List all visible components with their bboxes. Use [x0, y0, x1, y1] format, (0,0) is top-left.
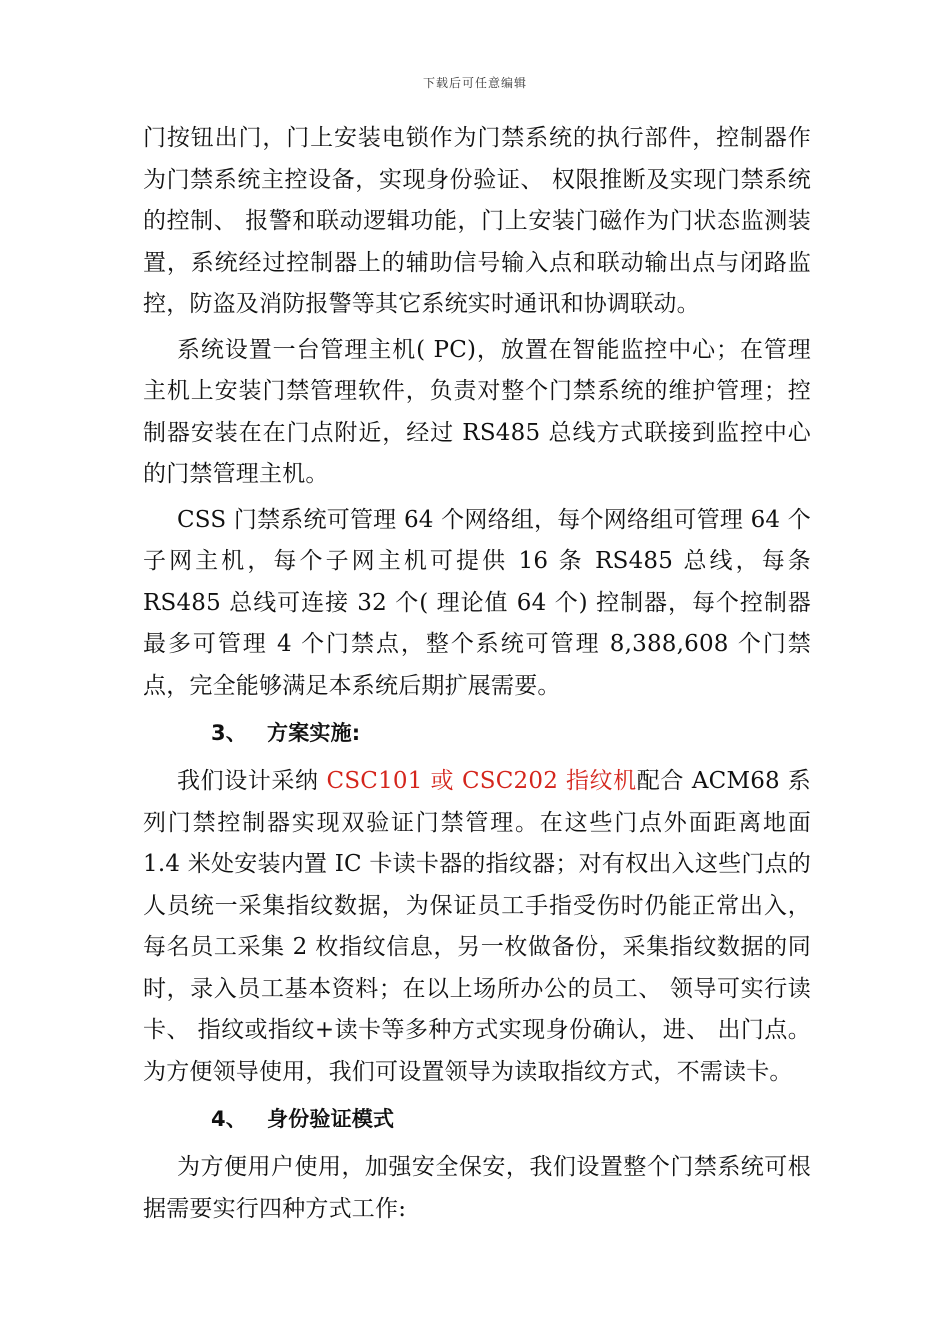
paragraph-auth-modes: 为方便用户使用，加强安全保安，我们设置整个门禁系统可根据需要实行四种方式工作:	[143, 1154, 811, 1222]
section-number: 4、	[211, 1107, 248, 1131]
document-body	[143, 118, 811, 1234]
paragraph-text: 配合 ACM68 系列门禁控制器实现双验证门禁管理。在这些门点外面距离地面 1.4 米处安装内置 IC 卡读卡器的指纹器；对有权出入这些门点的人员统一采集指纹数据，为保证员工手指受伤时仍能正常出入，每名员工采集 2 枚指纹信息，另一枚做备份，采集指纹数据的同时，录入员工基本资料；在以上场所办公的员工、 领导可实行读卡、 指纹或指纹+读卡等多种方式实现身份确认，进、 出门点。为方便领导使用，我们可设置领导为读取指纹方式，不需读卡。	[143, 768, 811, 1085]
section-heading-3	[143, 713, 811, 753]
section-number: 3、	[211, 721, 248, 745]
section-heading-4	[143, 1099, 811, 1139]
paragraph-system-capacity: CSS 门禁系统可管理 64 个网络组，每个网络组可管理 64 个子网主机，每个子网主机可提供 16 条 RS485 总线，每条 RS485 总线可连接 32 个( 理论值 64 个) 控制器，每个控制器最多可管理 4 个门禁点，整个系统可管理 8,388,608 个门禁点，完全能够满足本系统后期扩展需要。	[143, 506, 811, 699]
highlight-product-name: CSC101 或 CSC202 指纹机	[326, 768, 637, 794]
paragraph-management-host: 系统设置一台管理主机( PC)，放置在智能监控中心；在管理主机上安装门禁管理软件，负责对整个门禁系统的维护管理；控制器安装在在门点附近，经过 RS485 总线方式联接到监控中心的门禁管理主机。	[143, 336, 811, 487]
paragraph-text: 我们设计采纳	[177, 768, 327, 794]
section-title: 身份验证模式	[267, 1107, 395, 1131]
paragraph-implementation	[143, 761, 811, 1093]
paragraph-door-control: 门按钮出门，门上安装电锁作为门禁系统的执行部件，控制器作为门禁系统主控设备，实现身份验证、 权限推断及实现门禁系统的控制、 报警和联动逻辑功能，门上安装门磁作为门状态监测装置，系统经过控制器上的辅助信号输入点和联动输出点与闭路监控，防盗及消防报警等其它系统实时通讯和协调联动。	[143, 125, 811, 317]
page-header: 下载后可任意编辑	[422, 76, 527, 90]
section-title: 方案实施:	[267, 721, 361, 745]
